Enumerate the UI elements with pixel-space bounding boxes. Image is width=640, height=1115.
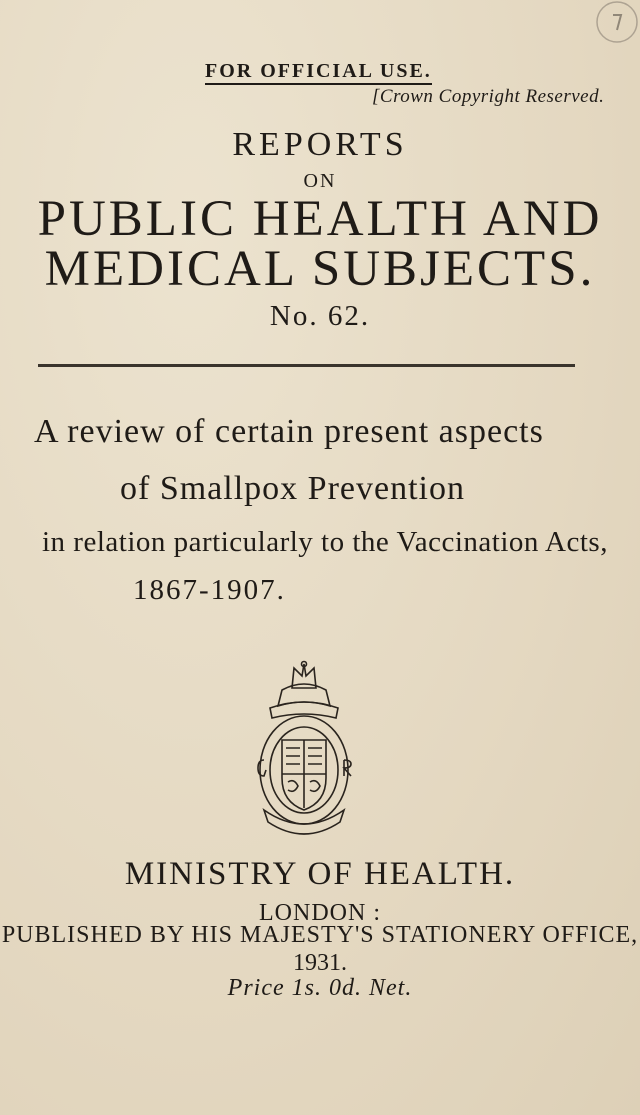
series-title-on: ON xyxy=(303,170,337,192)
report-title-line1: A review of certain present aspects xyxy=(34,413,544,450)
official-use-notice: FOR OFFICIAL USE. xyxy=(205,60,432,85)
divider-rule xyxy=(38,364,575,367)
report-title-line3: in relation particularly to the Vaccination Acts, xyxy=(42,526,608,558)
copyright-notice: [Crown Copyright Reserved. xyxy=(372,86,605,107)
ministry-name: MINISTRY OF HEALTH. xyxy=(124,856,516,892)
place-of-publication: LONDON : xyxy=(259,900,381,926)
publisher-line: PUBLISHED BY HIS MAJESTY'S STATIONERY OFFICE, xyxy=(1,922,639,948)
price: Price 1s. 0d. Net. xyxy=(227,975,413,1001)
royal-coat-of-arms-icon xyxy=(252,660,356,840)
library-stamp-icon xyxy=(585,0,640,55)
report-title-line2: of Smallpox Prevention xyxy=(120,470,465,507)
publication-year: 1931. xyxy=(293,950,347,976)
series-title-line2: MEDICAL SUBJECTS. xyxy=(44,241,596,297)
series-title: REPORTS xyxy=(232,126,408,163)
series-title-line1: PUBLIC HEALTH AND xyxy=(37,191,603,247)
report-title-line4: 1867-1907. xyxy=(133,574,286,606)
report-number: No. 62. xyxy=(269,300,371,332)
